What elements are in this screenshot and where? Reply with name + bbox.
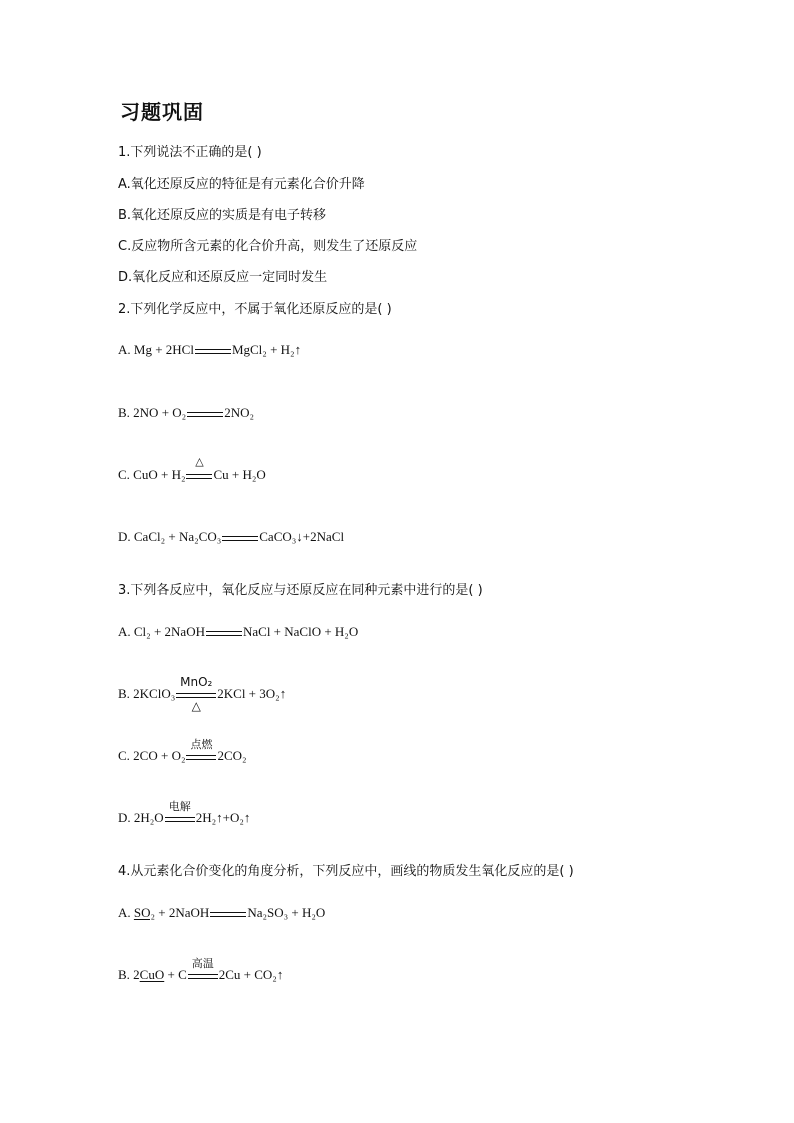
option-label: C. [118,467,130,482]
equation-rhs: NaCl + NaClO + H₂O [242,624,359,639]
equation-rhs: 2Cu + CO₂↑ [218,967,284,982]
question-2-option-a [118,342,301,358]
equation-lhs: 2CO + O₂ [133,748,186,763]
equation-lhs: + 2NaOH [155,905,210,920]
question-2-option-d [118,529,344,545]
equation-lhs: CuO + H₂ [133,467,186,482]
option-label: B. [118,686,130,701]
question-1-option-c: C.反应物所含元素的化合价升高，则发生了还原反应 [118,239,418,254]
equals-sign-icon [176,675,216,714]
equals-sign-icon [206,626,242,640]
underlined-substance: SO₂ [133,905,156,920]
question-4-option-a [118,905,325,921]
question-2-option-c [118,455,266,483]
option-label: A. [118,905,131,920]
reaction-condition: △ [191,699,201,714]
question-3-option-a [118,624,358,640]
option-label: A. [118,342,131,357]
reaction-condition: 高温 [191,957,214,971]
equation-rhs: 2NO₂ [224,405,255,420]
equals-sign-icon [188,957,218,983]
question-3-option-d [118,800,251,826]
question-1-option-d: D.氧化反应和还原反应一定同时发生 [118,270,328,285]
equation-lhs: CaCl₂ + Na₂CO₃ [133,529,222,544]
question-1-option-a: A.氧化还原反应的特征是有元素化合价升降 [118,177,365,192]
equals-sign-icon [187,407,223,421]
equation-lhs: + C [164,967,187,982]
equals-sign-icon [165,800,195,826]
equation-lhs: Cl₂ + 2NaOH [133,624,205,639]
option-label: D. [118,529,131,544]
option-label: A. [118,624,131,639]
reaction-catalyst: MnO₂ [180,675,213,690]
equation-rhs: Na₂SO₃ + H₂O [247,905,326,920]
equation-rhs: 2H₂↑+O₂↑ [195,810,251,825]
equation-rhs: CaCO₃↓+2NaCl [259,529,345,544]
equals-sign-icon [210,907,246,921]
question-3-option-b [118,675,287,714]
equals-sign-icon [195,344,231,358]
equation-rhs: Cu + H₂O [213,467,266,482]
equation-rhs: 2CO₂ [217,748,247,763]
option-label: D. [118,810,131,825]
equation-lhs: Mg + 2HCl [133,342,194,357]
question-2-option-b [118,405,254,421]
reaction-condition: 电解 [168,800,191,814]
question-1-option-b: B.氧化还原反应的实质是有电子转移 [118,208,327,223]
option-label: C. [118,748,130,763]
equals-sign-icon [186,455,212,483]
underlined-substance: CuO [139,967,165,982]
reaction-condition: △ [195,455,204,469]
question-4-option-b [118,957,284,983]
equation-rhs: 2KCl + 3O₂↑ [217,686,287,701]
equation-rhs: MgCl₂ + H₂↑ [231,342,302,357]
equation-lhs: 2H₂O [133,810,164,825]
reaction-condition: 点燃 [190,738,213,752]
page-title: 习题巩固 [120,100,204,124]
question-1-stem: 1.下列说法不正确的是( ) [118,145,262,160]
option-label: B. [118,967,130,982]
question-2-stem: 2.下列化学反应中，不属于氧化还原反应的是( ) [118,302,392,317]
equals-sign-icon [186,738,216,764]
question-3-stem: 3.下列各反应中，氧化反应与还原反应在同种元素中进行的是( ) [118,583,483,598]
question-3-option-c [118,738,247,764]
equals-sign-icon [222,531,258,545]
equation-coefficient: 2 [133,967,140,982]
option-label: B. [118,405,130,420]
equation-lhs: 2KClO₃ [133,686,176,701]
question-4-stem: 4.从元素化合价变化的角度分析，下列反应中，画线的物质发生氧化反应的是( ) [118,864,574,879]
equation-lhs: 2NO + O₂ [133,405,187,420]
